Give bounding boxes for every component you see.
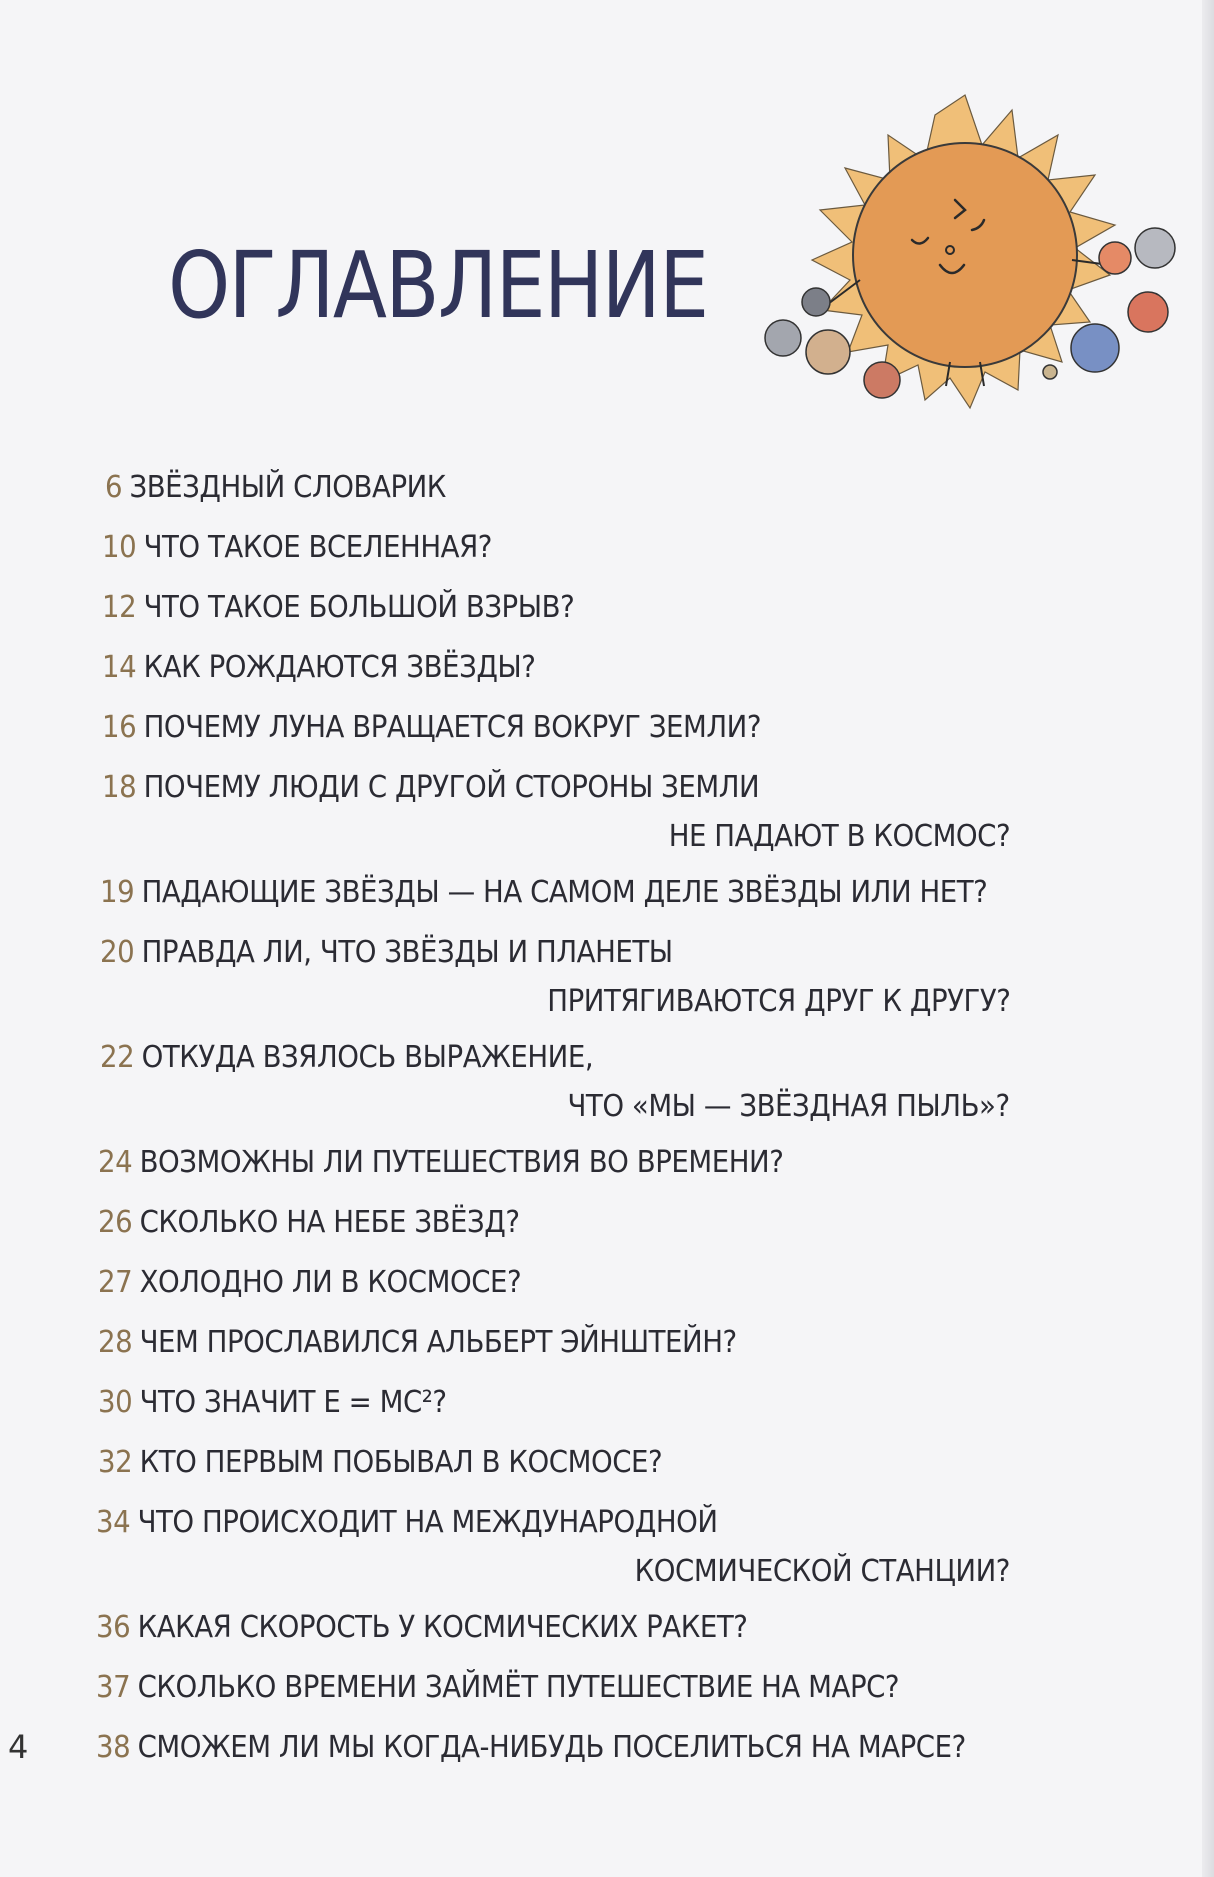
toc-entry-title: СКОЛЬКО НА НЕБЕ ЗВЁЗД?	[139, 1205, 520, 1240]
toc-entry-line	[98, 1325, 737, 1360]
toc-page-number: 10	[102, 530, 137, 565]
toc-page-number: 18	[102, 770, 137, 805]
toc-entry-line	[96, 1730, 966, 1765]
toc-entry-line	[102, 710, 761, 745]
toc-entry-title: ЧТО ТАКОЕ БОЛЬШОЙ ВЗРЫВ?	[143, 590, 575, 625]
toc-entry[interactable]	[102, 770, 1042, 854]
toc-entry-line	[102, 530, 492, 565]
toc-entry-title: ЧЕМ ПРОСЛАВИЛСЯ АЛЬБЕРТ ЭЙНШТЕЙН?	[139, 1325, 737, 1360]
toc-entry-line	[98, 1145, 783, 1180]
planet-icon	[1135, 228, 1175, 268]
toc-entry[interactable]	[102, 650, 1042, 685]
toc-entry-continuation	[96, 1554, 1010, 1589]
toc-entry-line	[100, 935, 673, 970]
toc-entry-line	[96, 1505, 718, 1540]
toc-entry[interactable]	[100, 1040, 1040, 1124]
toc-entry-continuation	[100, 984, 1010, 1019]
toc-entry-title: ПОЧЕМУ ЛЮДИ С ДРУГОЙ СТОРОНЫ ЗЕМЛИ	[143, 770, 760, 805]
toc-entry[interactable]	[102, 590, 1042, 625]
toc-entry-title: ПОЧЕМУ ЛУНА ВРАЩАЕТСЯ ВОКРУГ ЗЕМЛИ?	[143, 710, 762, 745]
planet-icon	[806, 330, 850, 374]
toc-page-number: 16	[102, 710, 137, 745]
toc-page-number: 24	[98, 1145, 133, 1180]
toc-page-number: 12	[102, 590, 137, 625]
toc-entry-line	[98, 1205, 520, 1240]
toc-page-number: 27	[98, 1265, 133, 1300]
toc-entry-title: СКОЛЬКО ВРЕМЕНИ ЗАЙМЁТ ПУТЕШЕСТВИЕ НА МАРС?	[137, 1670, 900, 1705]
toc-entry-title: СМОЖЕМ ЛИ МЫ КОГДА-НИБУДЬ ПОСЕЛИТЬСЯ НА МАРСЕ?	[137, 1730, 966, 1765]
planet-icon	[765, 320, 801, 356]
planet-icon	[1043, 365, 1057, 379]
toc-entry-line	[98, 1385, 447, 1420]
toc-entry[interactable]	[102, 710, 1042, 745]
toc-page-number: 22	[100, 1040, 135, 1075]
toc-entry-line	[102, 770, 759, 805]
toc-page-number: 30	[98, 1385, 133, 1420]
toc-entry[interactable]	[98, 1205, 1038, 1240]
toc-entry-line	[96, 1670, 899, 1705]
toc-page-number: 28	[98, 1325, 133, 1360]
toc-entry-title: КАКАЯ СКОРОСТЬ У КОСМИЧЕСКИХ РАКЕТ?	[137, 1610, 748, 1645]
page-edge	[1202, 0, 1214, 1877]
planet-icon	[1071, 324, 1119, 372]
toc-page-number: 19	[100, 875, 135, 910]
toc-page-number: 6	[105, 470, 123, 505]
toc-entry-title: ВОЗМОЖНЫ ЛИ ПУТЕШЕСТВИЯ ВО ВРЕМЕНИ?	[139, 1145, 784, 1180]
toc-entry[interactable]	[102, 530, 1042, 565]
toc-entry[interactable]	[98, 1325, 1038, 1360]
toc-entry-title: ПРАВДА ЛИ, ЧТО ЗВЁЗДЫ И ПЛАНЕТЫ	[141, 935, 673, 970]
toc-entry[interactable]	[96, 1505, 1036, 1589]
toc-entry-title: ОТКУДА ВЗЯЛОСЬ ВЫРАЖЕНИЕ,	[141, 1040, 594, 1075]
toc-entry-line	[102, 590, 574, 625]
toc-page-number: 20	[100, 935, 135, 970]
toc-entry-continuation-text: ПРИТЯГИВАЮТСЯ ДРУГ К ДРУГУ?	[546, 984, 1010, 1019]
planet-icon	[864, 362, 900, 398]
toc-entry-continuation	[102, 819, 1010, 854]
toc-entry-continuation-text: КОСМИЧЕСКОЙ СТАНЦИИ?	[634, 1554, 1010, 1589]
toc-page-number: 37	[96, 1670, 131, 1705]
toc-entry[interactable]	[98, 1385, 1038, 1420]
toc-entry-line	[98, 1265, 521, 1300]
toc-page-number: 34	[96, 1505, 131, 1540]
toc-entry-continuation-text: НЕ ПАДАЮТ В КОСМОС?	[668, 819, 1010, 854]
toc-entry-title: ЧТО ЗНАЧИТ E = MC²?	[139, 1385, 447, 1420]
toc-entry-line	[100, 1040, 593, 1075]
toc-entry-title: ЗВЁЗДНЫЙ СЛОВАРИК	[129, 470, 446, 505]
toc-entry-line	[100, 875, 987, 910]
page-title: ОГЛАВЛЕНИЕ	[168, 232, 708, 339]
planet-icon	[1128, 292, 1168, 332]
toc-entry-title: КАК РОЖДАЮТСЯ ЗВЁЗДЫ?	[143, 650, 536, 685]
toc-entry[interactable]	[98, 1145, 1038, 1180]
planet-icon	[1099, 242, 1131, 274]
toc-entry-line	[96, 1610, 747, 1645]
toc-entry-title: ЧТО ПРОИСХОДИТ НА МЕЖДУНАРОДНОЙ	[137, 1505, 718, 1540]
toc-entry-title: ПАДАЮЩИЕ ЗВЁЗДЫ — НА САМОМ ДЕЛЕ ЗВЁЗДЫ ИЛИ НЕТ?	[141, 875, 988, 910]
toc-entry[interactable]	[96, 1730, 1036, 1765]
toc-entry-line	[98, 1445, 662, 1480]
toc-entry[interactable]	[96, 1670, 1036, 1705]
toc-page-number: 32	[98, 1445, 133, 1480]
toc-entry[interactable]	[98, 1445, 1038, 1480]
toc-entry-line	[102, 650, 536, 685]
toc-entry[interactable]	[100, 935, 1040, 1019]
toc-page-number: 36	[96, 1610, 131, 1645]
toc-entry[interactable]	[98, 1265, 1038, 1300]
toc-page-number: 14	[102, 650, 137, 685]
sun-illustration-icon	[750, 90, 1180, 460]
toc-entry-title: ЧТО ТАКОЕ ВСЕЛЕННАЯ?	[143, 530, 492, 565]
toc-entry-title: ХОЛОДНО ЛИ В КОСМОСЕ?	[139, 1265, 522, 1300]
toc-entry-title: КТО ПЕРВЫМ ПОБЫВАЛ В КОСМОСЕ?	[139, 1445, 663, 1480]
toc-entry[interactable]	[100, 875, 1040, 910]
toc-page-number: 38	[96, 1730, 131, 1765]
toc-entry-line	[105, 470, 446, 505]
toc-entry-continuation	[100, 1089, 1010, 1124]
planet-icon	[802, 288, 830, 316]
toc-entry[interactable]	[96, 1610, 1036, 1645]
sun-body-icon	[853, 143, 1077, 367]
toc-page-number: 26	[98, 1205, 133, 1240]
toc-entry-continuation-text: ЧТО «МЫ — ЗВЁЗДНАЯ ПЫЛЬ»?	[567, 1089, 1010, 1124]
page-number: 4	[8, 1728, 29, 1766]
toc-entry[interactable]	[105, 470, 1045, 505]
